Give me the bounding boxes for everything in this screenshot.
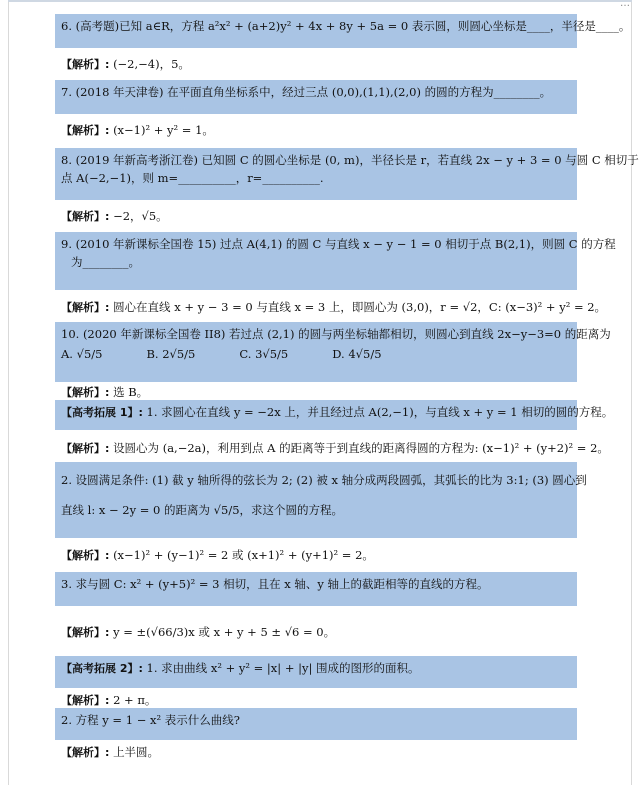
extension-2-question-2 (55, 708, 577, 740)
answer-text: 选 B。 (113, 385, 149, 399)
answer-label: 【解析】: (61, 549, 110, 562)
answer-label: 【解析】: (61, 386, 110, 399)
answer-text: 上半圆。 (113, 745, 160, 759)
question-text: 2. 方程 y = 1 − x² 表示什么曲线? (61, 713, 240, 727)
answer-label: 【解析】: (61, 58, 110, 71)
extension-1-answer-1 (55, 438, 609, 460)
answer-text: y = ±(√66/3)x 或 x + y + 5 ± √6 = 0。 (113, 625, 336, 639)
top-rule (8, 0, 632, 2)
answer-label: 【解析】: (61, 301, 110, 314)
answer-text: (x−1)² + (y−1)² = 2 或 (x+1)² + (y+1)² = 2。 (113, 548, 374, 562)
answer-text: 2 + π。 (113, 693, 157, 707)
question-text: 6. (高考题)已知 a∈R，方程 a²x² + (a+2)y² + 4x + 8y + 5a = 0 表示圆，则圆心坐标是____，半径是____。 (61, 19, 631, 33)
option-b: B. 2√5/5 (146, 346, 196, 361)
extension-1-question-2 (55, 462, 587, 538)
answer-label: 【解析】: (61, 626, 110, 639)
answer-text: −2，√5。 (113, 209, 168, 223)
question-text: 1. 求由曲线 x² + y² = |x| + |y| 围成的图形的面积。 (146, 661, 420, 675)
answer-label: 【解析】: (61, 694, 110, 707)
question-text-line1: 8. (2019 年新高考浙江卷) 已知圆 C 的圆心坐标是 (0, m)，半径长是 r，若直线 2x − y + 3 = 0 与圆 C 相切于 (61, 153, 639, 167)
option-a: A. √5/5 (61, 346, 103, 361)
question-text-line1: 9. (2010 年新课标全国卷 15) 过点 A(4,1) 的圆 C 与直线 x − y − 1 = 0 相切于点 B(2,1)，则圆 C 的方程 (61, 237, 616, 251)
question-text: 3. 求与圆 C: x² + (y+5)² = 3 相切，且在 x 轴、y 轴上的截距相等的直线的方程。 (61, 577, 489, 591)
section-tag: 【高考拓展 1】: (61, 406, 143, 419)
question-text-line1: 2. 设圆满足条件: (1) 截 y 轴所得的弦长为 2; (2) 被 x 轴分成两段圆弧，其弧长的比为 3:1; (3) 圆心到 (61, 473, 587, 487)
question-text-line2: 直线 l: x − 2y = 0 的距离为 √5/5，求这个圆的方程。 (61, 502, 344, 517)
option-d: D. 4√5/5 (332, 346, 382, 361)
question-text-line2: 点 A(−2,−1)，则 m=__________，r=__________. (61, 170, 324, 185)
question-10 (55, 322, 611, 382)
question-text-line2: 为________。 (71, 254, 140, 269)
answer-text: 设圆心为 (a,−2a)，利用到点 A 的距离等于到直线的距离得圆的方程为: (x−1)² + (y+2)² = 2。 (113, 441, 609, 455)
extension-1-question-1 (55, 400, 614, 430)
options-row (61, 346, 571, 364)
question-9 (55, 232, 616, 290)
answer-label: 【解析】: (61, 442, 110, 455)
question-text: 10. (2020 年新课标全国卷 II8) 若过点 (2,1) 的圆与两坐标轴都相切，则圆心到直线 2x−y−3=0 的距离为 (61, 327, 611, 341)
question-8 (55, 148, 639, 200)
question-6 (55, 14, 631, 48)
extension-1-answer-2 (55, 545, 577, 567)
answer-label: 【解析】: (61, 210, 110, 223)
option-c: C. 3√5/5 (239, 346, 289, 361)
answer-label: 【解析】: (61, 746, 110, 759)
answer-8 (55, 206, 577, 228)
answer-7 (55, 120, 577, 142)
question-text: 1. 求圆心在直线 y = −2x 上，并且经过点 A(2,−1)，与直线 x + y = 1 相切的圆的方程。 (146, 405, 614, 419)
question-text: 7. (2018 年天津卷) 在平面直角坐标系中，经过三点 (0,0),(1,1),(2,0) 的圆的方程为________。 (61, 85, 552, 99)
extension-2-answer-2 (55, 742, 577, 764)
extension-1-question-3 (55, 572, 577, 606)
answer-text: 圆心在直线 x + y − 3 = 0 与直线 x = 3 上，即圆心为 (3,0)，r = √2，C: (x−3)² + y² = 2。 (113, 300, 607, 314)
question-7 (55, 80, 577, 114)
extension-2-question-1 (55, 656, 577, 688)
section-tag: 【高考拓展 2】: (61, 662, 143, 675)
answer-text: (x−1)² + y² = 1。 (113, 123, 214, 137)
answer-6 (55, 54, 577, 76)
answer-text: (−2,−4)，5。 (113, 57, 190, 71)
extension-1-answer-3 (55, 622, 577, 644)
answer-9 (55, 297, 607, 319)
running-head: … (620, 0, 630, 9)
answer-label: 【解析】: (61, 124, 110, 137)
